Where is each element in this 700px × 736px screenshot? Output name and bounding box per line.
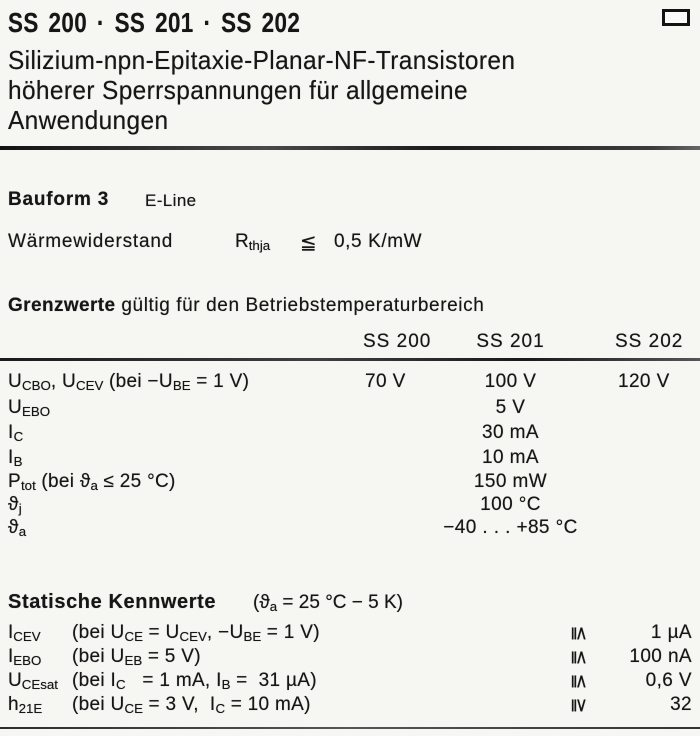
limits-row-ic [0,422,700,446]
limit-symbol-label: $U_{CBO}$, $U_{CEV}$ ($bei -U_{BE} = 1$ V) [8,371,250,393]
subtitle-line: höherer Sperrspannungen für allgemeine [8,75,468,105]
static-test-condition: (bei $U_{CE} = U_{CEV}$, $-U_{BE} = 1$ V) [72,622,320,644]
column-header-ss201: SS 201 [476,331,545,352]
limit-value-shared: 30 mA [482,422,539,443]
limits-heading-rest: gültig für den Betriebstemperaturbereich [115,295,485,316]
limits-row-theta-a [0,517,700,541]
static-relation-sign: ≦ [568,625,590,642]
static-test-condition: (bei $U_{CE} = 3$ V, $I_C = 10$ mA) [72,694,311,716]
limits-row-ptot [0,471,700,495]
limit-value-shared: 5 V [495,397,526,418]
thermal-resistance-symbol: $R_{thja}$ [235,231,271,253]
bauform-label: Bauform 3 [8,189,110,210]
static-test-condition: (bei $I_C = 1$ mA, $I_B = 31$ µA) [72,670,317,692]
static-relation-sign: ≧ [568,697,590,714]
package-name: E-Line [145,191,197,210]
static-row-iebo [0,646,700,670]
limit-symbol-label: $P_{tot}$ (bei $ϑ_a \le 25$ °C) [8,471,176,493]
limit-value-shared: 150 mW [473,471,548,492]
limits-heading-bold: Grenzwerte [8,295,116,316]
static-characteristics-heading: Statische Kennwerte [8,591,217,613]
limit-value-ss202: 120 V [618,371,670,392]
subtitle-line: Anwendungen [8,105,169,135]
static-relation-sign: ≦ [568,673,590,690]
limit-value-shared: 10 mA [482,447,539,468]
static-row-icev [0,622,700,646]
limit-value-ss201: 100 V [484,371,537,392]
limit-value-shared: −40 . . . +85 °C [443,517,578,538]
thermal-resistance-label: Wärmewiderstand [8,231,174,252]
limit-value-shared: 100 °C [480,494,541,515]
static-test-condition: (bei $U_{EB} = 5$ V) [72,646,201,668]
static-value: 0,6 V [645,670,692,691]
column-header-ss202: SS 202 [615,331,684,352]
limits-row-ucbo-ucev [0,371,700,395]
limits-row-theta-j [0,494,700,518]
limit-symbol-label: $U_{EBO}$ [8,397,51,419]
corner-box-icon [662,9,690,26]
column-header-ss200: SS 200 [363,331,432,352]
static-symbol: $I_{CEV}$ [8,622,41,644]
static-heading-condition: ($ϑ_a = 25$ °C − 5 K) [253,592,404,614]
limit-value-ss200: 70 V [365,371,406,392]
static-value: 32 [670,694,692,715]
static-relation-sign: ≦ [568,649,590,666]
thermal-resistance-value: 0,5 K/mW [334,231,423,252]
limit-symbol-label: $ϑ_j$ [8,494,22,516]
static-value: 1 µA [650,622,692,643]
limits-row-uebo [0,397,700,421]
static-symbol: $h_{21E}$ [8,694,43,716]
static-symbol: $U_{CEsat}$ [8,670,58,692]
limit-symbol-label: $I_B$ [8,447,23,469]
limit-symbol-label: $ϑ_a$ [8,517,27,539]
static-value: 100 nA [629,646,692,667]
limits-heading [8,295,484,317]
bauform-line [8,189,109,211]
page-title: SS 200 · SS 201 · SS 202 [8,7,301,38]
subtitle-line: Silizium-npn-Epitaxie-Planar-NF-Transistoren [8,45,516,75]
limit-symbol-label: $I_C$ [8,422,24,444]
top-divider [0,146,700,150]
page-subtitle [8,45,515,135]
table-header-divider [0,358,700,361]
limits-row-ib [0,447,700,471]
static-symbol: $I_{EBO}$ [8,646,42,668]
bottom-divider [0,727,700,729]
thermal-relation-sign: ≦ [300,232,317,254]
static-row-ucesat [0,670,700,694]
static-row-h21e [0,694,700,718]
